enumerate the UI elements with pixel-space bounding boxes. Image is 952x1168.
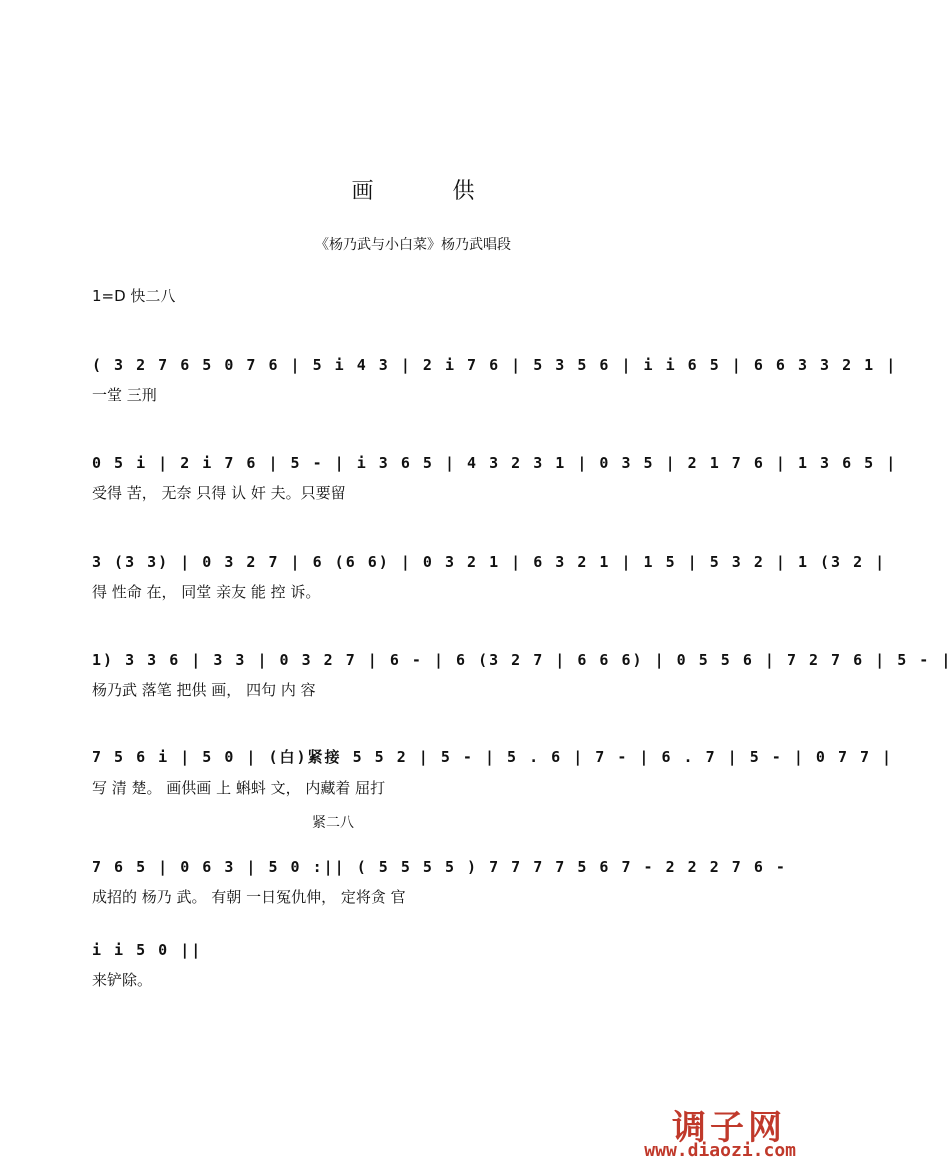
notes-line-5: 7 5 6 i | 5 0 | (白)紧接 5 5 2 | 5 - | 5 . 6 | 7 - | 6 . 7 | 5 - | 0 7 7 | (92, 748, 894, 766)
tempo-change-label: 紧二八 (312, 815, 354, 831)
key-signature: 1=D 快二八 (92, 287, 176, 305)
watermark-url: www.diaozi.com (644, 1140, 796, 1161)
page-title: 画 供 (351, 179, 511, 204)
lyrics-line-3: 得 性命 在， 同堂 亲友 能 控 诉。 (92, 583, 321, 601)
lyrics-line-6: 成招的 杨乃 武。 有朝 一日冤仇伸， 定将贪 官 (92, 888, 406, 906)
lyrics-line-4: 杨乃武 落笔 把供 画， 四句 内 容 (92, 681, 316, 699)
notes-line-6: 7 6 5 | 0 6 3 | 5 0 :|| ( 5 5 5 5 ) 7 7 7 7 5 6 7 - 2 2 2 7 6 - (92, 858, 787, 876)
lyrics-line-1: 一堂 三刑 (92, 386, 157, 404)
notes-line-3: 3 (3 3) | 0 3 2 7 | 6 (6 6) | 0 3 2 1 | 6 3 2 1 | 1 5 | 5 3 2 | 1 (3 2 | (92, 553, 887, 571)
watermark-brand: 调子网 (672, 1108, 786, 1148)
lyrics-line-2: 受得 苦， 无奈 只得 认 奸 夫。只要留 (92, 484, 346, 502)
notes-line-4: 1) 3 3 6 | 3 3 | 0 3 2 7 | 6 - | 6 (3 2 7 | 6 6 6) | 0 5 5 6 | 7 2 7 6 | 5 - | (92, 651, 952, 669)
notes-line-7: i i 5 0 || (92, 941, 203, 959)
lyrics-line-7: 来铲除。 (92, 971, 153, 989)
page-subtitle: 《杨乃武与小白菜》杨乃武唱段 (315, 237, 511, 253)
notes-line-1: ( 3 2 7 6 5 0 7 6 | 5 i 4 3 | 2 i 7 6 | 5 3 5 6 | i i 6 5 | 6 6 3 3 2 1 | (92, 356, 898, 374)
notes-line-2: 0 5 i | 2 i 7 6 | 5 - | i 3 6 5 | 4 3 2 3 1 | 0 3 5 | 2 1 7 6 | 1 3 6 5 | (92, 454, 898, 472)
lyrics-line-5: 写 清 楚。 画供画 上 蝌蚪 文， 内藏着 屈打 (92, 779, 386, 797)
